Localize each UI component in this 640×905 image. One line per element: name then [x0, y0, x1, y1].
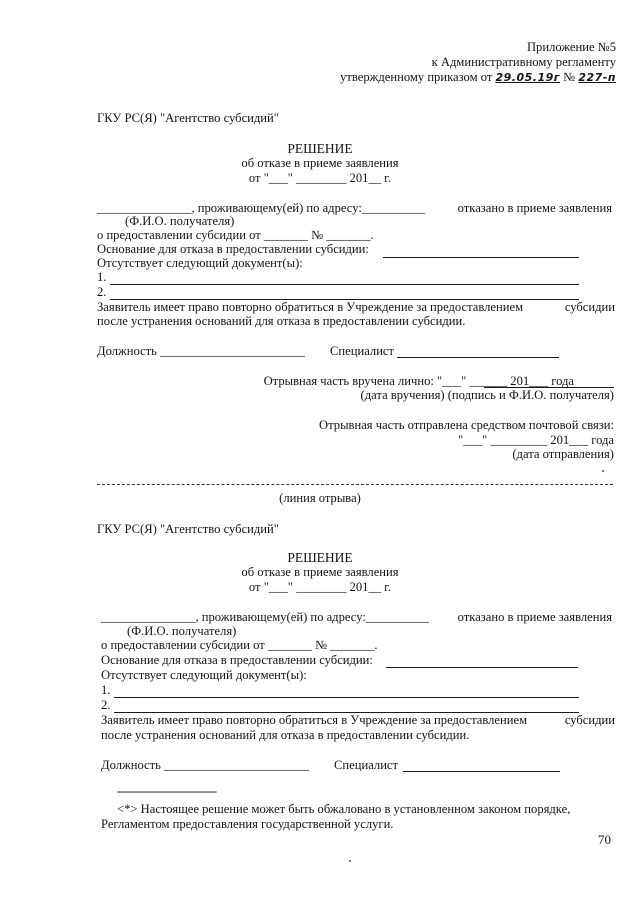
missing-document-item-1: 1.	[97, 270, 107, 284]
subsidy-application-line: о предоставлении субсидии от _______ № _______.	[97, 228, 374, 242]
subsidy-application-line-copy: о предоставлении субсидии от _______ № _______.	[101, 638, 378, 652]
mailed-date-line: "___" _________ 201___ года	[458, 433, 614, 447]
applicant-right-line-2-copy: после устранения оснований для отказа в предоставлении субсидии.	[101, 728, 470, 742]
refusal-basis-label: Основание для отказа в предоставлении субсидии:	[97, 242, 369, 256]
decision-subtitle-copy: об отказе в приеме заявления	[241, 565, 399, 579]
specialist-blank-copy	[403, 771, 560, 772]
missing-documents-label-copy: Отсутствует следующий документ(ы):	[101, 668, 307, 682]
footnote-line-2: Регламентом предоставления государственной услуги.	[101, 817, 394, 831]
missing-document-item-1-copy: 1.	[101, 683, 111, 697]
tear-off-dashed-line	[97, 484, 613, 485]
applicant-right-end-copy: субсидии	[564, 713, 615, 727]
decision-date-line: от "___" ________ 201__ г.	[248, 171, 392, 185]
decision-title-copy: РЕШЕНИЕ	[287, 550, 353, 565]
decision-subtitle: об отказе в приеме заявления	[241, 156, 399, 170]
refusal-basis-blank	[383, 257, 579, 258]
order-reference-line	[340, 70, 616, 85]
applicant-right-end: субсидии	[564, 300, 615, 314]
handed-personally-caption: (дата вручения) (подпись и Ф.И.О. получателя)	[360, 388, 614, 402]
regulation-reference: к Административному регламенту	[431, 55, 616, 69]
recipient-name-caption: (Ф.И.О. получателя)	[125, 214, 235, 228]
refusal-basis-label-copy: Основание для отказа в предоставлении субсидии:	[101, 653, 373, 667]
missing-document-blank-1-copy	[114, 697, 579, 698]
address-line: _______________, проживающему(ей) по адресу:__________	[97, 201, 425, 215]
recipient-name-caption-copy: (Ф.И.О. получателя)	[127, 624, 237, 638]
scan-speck	[602, 470, 604, 472]
specialist-blank	[397, 357, 559, 358]
number-sign: №	[563, 70, 576, 84]
organization-name: ГКУ РС(Я) "Агентство субсидий"	[97, 111, 279, 125]
applicant-right-line-2: после устранения оснований для отказа в предоставлении субсидии.	[97, 314, 466, 328]
position-signature-line-copy: Должность _______________________	[101, 758, 309, 772]
applicant-right-text: Заявитель имеет право повторно обратиться в Учреждение за предоставлением	[97, 300, 524, 314]
missing-document-blank-1	[110, 284, 579, 285]
mailed-date-caption: (дата отправления)	[512, 447, 614, 461]
page-number: 70	[598, 832, 611, 847]
handed-personally-line: Отрывная часть вручена лично: "___" ______ 201___ года	[263, 374, 574, 388]
order-reference-prefix: утвержденному приказом от	[340, 70, 493, 84]
refusal-statement: отказано в приеме заявления	[457, 201, 612, 215]
footnote-separator: -------------------------------	[117, 784, 217, 798]
appendix-number: Приложение №5	[526, 40, 616, 54]
position-signature-line: Должность _______________________	[97, 344, 305, 358]
mailed-line: Отрывная часть отправлена средством почтовой связи:	[319, 418, 614, 432]
missing-documents-label: Отсутствует следующий документ(ы):	[97, 256, 303, 270]
address-line-copy: _______________, проживающему(ей) по адресу:__________	[101, 610, 429, 624]
handwritten-order-date: 29.05.19г	[495, 71, 561, 84]
applicant-right-line-1	[97, 300, 615, 315]
decision-title: РЕШЕНИЕ	[287, 141, 353, 156]
tear-off-caption: (линия отрыва)	[279, 491, 361, 505]
scan-speck	[349, 860, 351, 862]
organization-name-copy: ГКУ РС(Я) "Агентство субсидий"	[97, 522, 279, 536]
applicant-right-text-copy: Заявитель имеет право повторно обратиться в Учреждение за предоставлением	[101, 713, 528, 727]
handwritten-order-number: 227-п	[578, 71, 616, 84]
refusal-statement-copy: отказано в приеме заявления	[457, 610, 612, 624]
specialist-label: Специалист	[330, 344, 395, 358]
missing-document-item-2-copy: 2.	[101, 698, 111, 712]
refusal-basis-blank-copy	[386, 667, 578, 668]
missing-document-item-2: 2.	[97, 285, 107, 299]
footnote-line-1: <*> Настоящее решение может быть обжаловано в установленном законом порядке,	[117, 802, 571, 816]
decision-date-line-copy: от "___" ________ 201__ г.	[248, 580, 392, 594]
applicant-right-line-1-copy	[101, 713, 615, 728]
specialist-label-copy: Специалист	[334, 758, 399, 772]
